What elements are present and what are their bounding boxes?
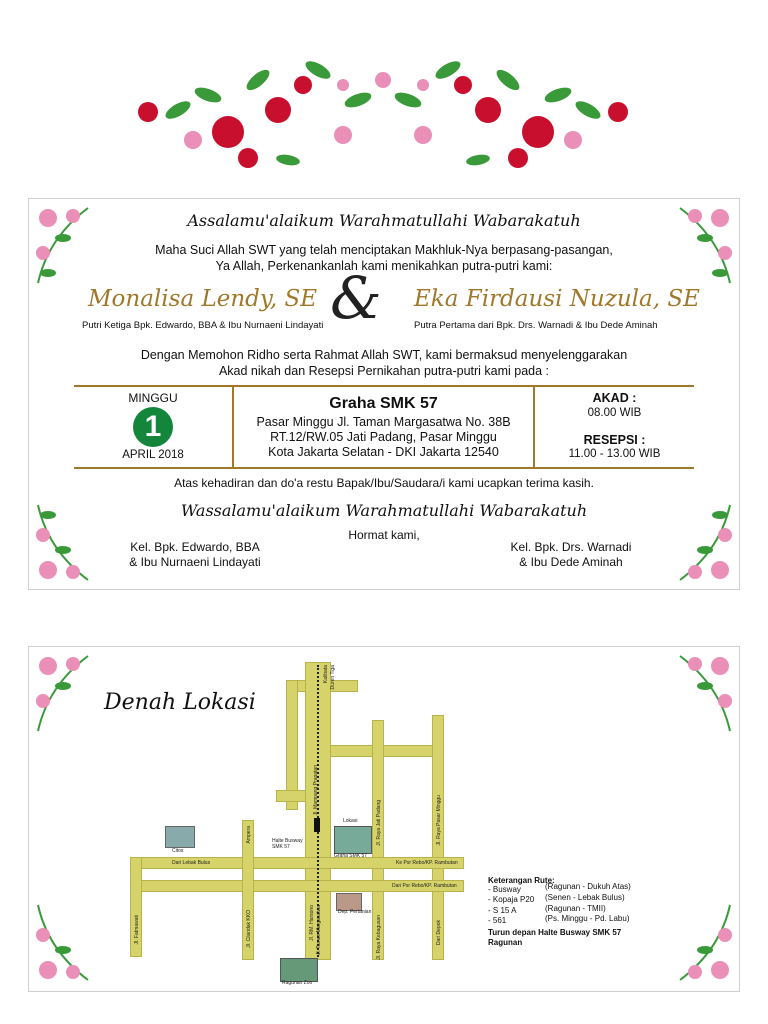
divider-bottom (74, 467, 694, 469)
bride-name: Monalisa Lendy, SE (88, 286, 317, 312)
map-corner-flower-top-right (670, 646, 740, 736)
groom-name: Eka Firdausi Nuzula, SE (414, 286, 700, 312)
label-duren-tiga: Duren Tiga (330, 665, 336, 690)
route-mode-561: - 561 (488, 916, 507, 925)
label-citos: Citos (172, 848, 184, 854)
event-day: MINGGU (128, 391, 178, 405)
route-legend-title: Keterangan Rute: (488, 876, 555, 885)
floral-header-decoration (118, 40, 648, 180)
label-cilandak: Jl. Cilandak KKO (246, 910, 252, 948)
map-corner-flower-top-left (28, 646, 98, 736)
regards-text: Hormat kami, (348, 528, 420, 542)
label-kalibata: Kalibata (323, 665, 329, 684)
citos-building-icon (165, 826, 195, 848)
corner-flower-top-right (670, 198, 740, 288)
route-note-2: Ragunan (488, 938, 523, 947)
venue-address-1: Pasar Minggu Jl. Taman Margasatwa No. 38B (256, 415, 511, 429)
map-corner-flower-bottom-left (28, 900, 98, 990)
corner-flower-bottom-left (28, 500, 98, 590)
intro-line-1: Maha Suci Allah SWT yang telah menciptakan Makhluk-Nya berpasang-pasangan, (155, 243, 613, 257)
label-ragunan-zoo: Ragunan Zoo (282, 980, 313, 986)
label-graha: Graha SMK 57 (334, 853, 368, 859)
akad-time: 08.00 WIB (587, 407, 642, 419)
road-stub (276, 790, 306, 802)
family-right-line-1: Kel. Bpk. Drs. Warnadi (510, 540, 632, 554)
label-lebak-bulus: Dari Lebak Bulus (172, 860, 211, 866)
ampersand-monogram: & (330, 264, 382, 332)
route-desc-kopaja: (Senen - Lebak Bulus) (545, 893, 625, 902)
venue-address-2: RT.12/RW.05 Jati Padang, Pasar Minggu (270, 430, 497, 444)
map-title: Denah Lokasi (104, 690, 256, 715)
resepsi-label: RESEPSI : (583, 433, 646, 447)
label-deptan: Dep. Pertanian (338, 909, 372, 915)
event-date-badge: 1 (133, 407, 173, 447)
graha-building-icon (334, 826, 372, 854)
akad-label: AKAD : (592, 391, 637, 405)
label-ke-pasar-rebo: Ke Psr Rebo/KP. Rambutan (396, 860, 458, 866)
family-left-line-2: & Ibu Nurnaeni Lindayati (129, 555, 261, 569)
family-right-line-2: & Ibu Dede Aminah (519, 555, 623, 569)
label-pasar-minggu: Jl. Raya Pasar Minggu (436, 795, 442, 846)
intro-line-2: Ya Allah, Perkenankanlah kami menikahkan putra-putri kami: (215, 259, 553, 273)
map-corner-flower-bottom-right (670, 900, 740, 990)
divider-top (74, 385, 694, 387)
label-kebagusan: Jl. Raya Kebagusan (376, 915, 382, 960)
route-desc-s15a: (Ragunan - TMII) (545, 904, 606, 913)
venue-name: Graha SMK 57 (329, 395, 438, 412)
label-harsono: Jl. RM. Harsono (309, 905, 315, 941)
label-jati-padang: Jl. Raya Jati Padang (376, 800, 382, 846)
route-mode-s15a: - S 15 A (488, 906, 517, 915)
greeting-bottom: Wassalamu'alaikum Warahmatullahi Wabarakatuh (180, 501, 588, 520)
route-mode-kopaja: - Kopaja P20 (488, 895, 535, 904)
corner-flower-top-left (28, 198, 98, 288)
venue-address-3: Kota Jakarta Selatan - DKI Jakarta 12540 (268, 445, 499, 459)
halte-marker (314, 818, 320, 832)
ragunan-zoo-icon (280, 958, 318, 982)
route-desc-561: (Ps. Minggu - Pd. Labu) (545, 914, 630, 923)
family-left-line-1: Kel. Bpk. Edwardo, BBA (130, 540, 260, 554)
corner-flower-bottom-right (670, 500, 740, 590)
label-lokasi: Lokasi (343, 818, 358, 824)
route-desc-busway: (Ragunan - Dukuh Atas) (545, 882, 631, 891)
label-dari-pasar-rebo: Dari Psr Rebo/KP. Rambutan (392, 883, 457, 889)
resepsi-time: 11.00 - 13.00 WIB (568, 448, 661, 460)
groom-parents: Putra Pertama dari Bpk. Drs. Warnadi & Ibu Dede Aminah (414, 320, 658, 331)
label-fatmawati: Jl. Fatmawati (134, 915, 140, 945)
label-halte: Halte Busway SMK 57 (272, 838, 303, 850)
label-mampang: Jl. Mampang Prapatan (313, 765, 319, 816)
invite-line-1: Dengan Memohon Ridho serta Rahmat Allah SWT, kami bermaksud menyelenggarakan (140, 348, 628, 362)
event-month-year: APRIL 2018 (122, 449, 184, 461)
thanks-text: Atas kehadiran dan do'a restu Bapak/Ibu/Saudara/i kami ucapkan terima kasih. (174, 476, 594, 490)
label-margasatwa: Jl. Taman Margasatwa (316, 905, 322, 955)
bride-parents: Putri Ketiga Bpk. Edwardo, BBA & Ibu Nurnaeni Lindayati (82, 320, 324, 331)
road-upper-horizontal (330, 745, 444, 757)
greeting-top: Assalamu'alaikum Warahmatullahi Wabarakatuh (187, 211, 581, 230)
invite-line-2: Akad nikah dan Resepsi Pernikahan putra-putri kami pada : (218, 364, 550, 378)
label-ampera: Ampera (246, 826, 252, 844)
label-dari-depok: Dari Depok (436, 920, 442, 946)
route-mode-busway: - Busway (488, 885, 521, 894)
route-note-1: Turun depan Halte Busway SMK 57 (488, 928, 622, 937)
